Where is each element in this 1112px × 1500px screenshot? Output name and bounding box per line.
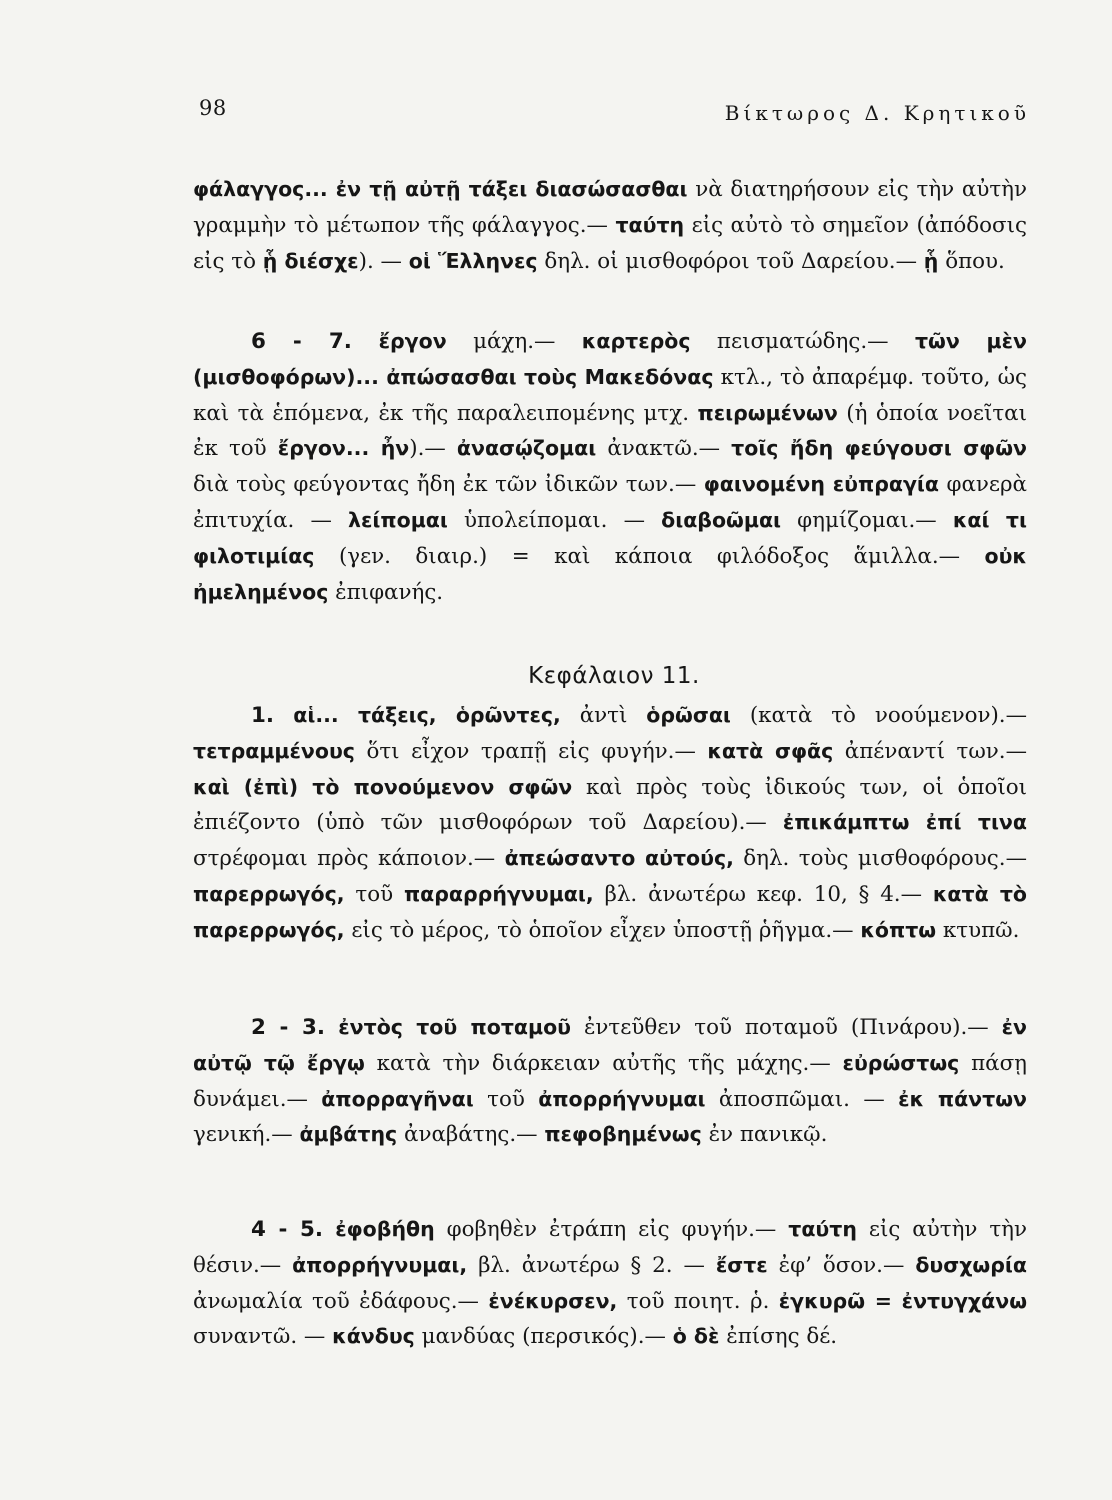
bold-lemma: αἱ... τάξεις, ὁρῶντες, xyxy=(274,703,561,727)
gloss-text: (γεν. διαιρ.) = καὶ κάποια φιλόδοξος ἅμιλλα.— xyxy=(314,543,985,569)
bold-lemma: κατὰ τὸ παρερρωγός, xyxy=(193,881,1028,942)
bold-lemma: ἐφοβήθη xyxy=(322,1217,435,1241)
gloss-text: ). — xyxy=(358,248,409,274)
bold-lemma: εὐρώστως xyxy=(842,1050,960,1075)
gloss-text: γενική.— xyxy=(193,1122,300,1148)
gloss-text: πεισματώδης.— xyxy=(690,329,915,354)
bold-lemma: ἐγκυρῶ = ἐντυγχάνω xyxy=(778,1288,1028,1313)
bold-lemma: ἀνασῴζομαι xyxy=(456,436,597,461)
gloss-text: ἐπίσης δέ. xyxy=(719,1324,838,1350)
bold-lemma: ἔστε xyxy=(715,1252,768,1277)
bold-lemma: ἐνέκυρσεν, xyxy=(488,1288,618,1313)
gloss-text: ἐντεῦθεν τοῦ ποταμοῦ (Πινάρου).— xyxy=(571,1015,1002,1040)
bold-lemma: καὶ (ἐπὶ) τὸ πονούμενον σφῶν xyxy=(193,774,573,799)
gloss-text: μάχη.— xyxy=(446,329,582,354)
bold-lemma: τετραμμένους xyxy=(193,738,355,763)
bold-lemma: διαβοῶμαι xyxy=(661,507,782,532)
bold-lemma: κάνδυς xyxy=(332,1324,415,1349)
gloss-text: ἐφ’ ὅσον.— xyxy=(767,1252,916,1278)
gloss-text: βλ. ἀνωτέρω κεφ. 10, § 4.— xyxy=(593,881,933,907)
bold-lemma: οἱ Ἕλληνες xyxy=(408,248,538,273)
gloss-text: εἰς αὐτὸ τὸ σημεῖον (ἀπόδοσις εἰς τὸ xyxy=(193,212,1027,274)
bold-lemma: ταύτη xyxy=(615,212,685,237)
paragraph-section-1 xyxy=(193,698,1027,949)
bold-lemma: ἀπορρήγνυμαι xyxy=(538,1086,706,1111)
bold-lemma: κόπτω xyxy=(860,917,937,942)
paragraph-sections-6-7 xyxy=(193,324,1027,610)
bold-lemma: καρτερὸς xyxy=(581,329,691,353)
bold-lemma: ἀπορρήγνυμαι, xyxy=(292,1252,468,1277)
bold-lemma: ἀπεώσαντο αὐτούς, xyxy=(504,846,734,871)
gloss-text: βλ. ἀνωτέρω § 2. — xyxy=(467,1252,716,1278)
section-number: 6 - 7. xyxy=(251,329,352,354)
gloss-text: ).— xyxy=(409,436,457,462)
gloss-text: φοβηθὲν ἐτράπη εἰς φυγήν.— xyxy=(434,1217,789,1242)
page-number: 98 xyxy=(199,96,227,120)
gloss-text: νὰ διατηρήσουν εἰς τὴν αὐτὴν γραμμὴν τὸ μέτωπον τῆς φάλαγγος.— xyxy=(193,177,1027,238)
gloss-text: εἰς τὸ μέρος, τὸ ὁποῖον εἶχεν ὑποστῇ ῥῆγμα.— xyxy=(344,917,861,943)
bold-lemma: ἐντὸς τοῦ ποταμοῦ xyxy=(324,1015,571,1039)
gloss-text: κτυπῶ. xyxy=(936,917,1020,943)
gloss-text: εἰς αὐτὴν τὴν θέσιν.— xyxy=(193,1217,1027,1278)
bold-lemma: ἀμβάτης xyxy=(299,1122,398,1147)
bold-lemma: ἔργον xyxy=(351,329,447,353)
gloss-text: τοῦ ποιητ. ῥ. xyxy=(617,1288,779,1314)
gloss-text: τοῦ xyxy=(473,1086,539,1112)
gloss-text: φημίζομαι.— xyxy=(781,507,953,533)
gloss-text: κτλ., τὸ ἀπαρέμφ. τοῦτο, ὡς καὶ τὰ ἑπόμενα, ἐκ τῆς παραλειπομένης μτχ. xyxy=(193,364,1027,426)
gloss-text: πάσῃ δυνάμει.— xyxy=(193,1050,1027,1112)
gloss-text: μανδύας (περσικός).— xyxy=(414,1324,673,1350)
bold-lemma: ἐν αὐτῷ τῷ ἔργῳ xyxy=(193,1015,1028,1075)
bold-lemma: παρερρωγός, xyxy=(193,881,345,906)
gloss-text: ἀποσπῶμαι. — xyxy=(705,1086,899,1112)
gloss-text: δηλ. τοὺς μισθοφόρους.— xyxy=(733,846,1027,872)
bold-lemma: ταύτη xyxy=(788,1217,857,1241)
bold-lemma: ὁρῶσαι xyxy=(646,703,731,727)
bold-lemma: λείπομαι xyxy=(348,507,448,532)
bold-lemma: ἀπορραγῆναι xyxy=(321,1086,474,1111)
gloss-text: καὶ πρὸς τοὺς ἰδικούς των, οἱ ὁποῖοι ἐπιέζοντο (ὑπὸ τῶν μισθοφόρων τοῦ Δαρείου).— xyxy=(193,774,1027,836)
gloss-text: κατὰ τὴν διάρκειαν αὐτῆς τῆς μάχης.— xyxy=(364,1050,843,1076)
bold-lemma: ᾗ διέσχε xyxy=(262,248,359,273)
bold-lemma: ὁ δὲ xyxy=(672,1324,720,1349)
gloss-text: ἐν πανικῷ. xyxy=(701,1122,828,1148)
section-number: 4 - 5. xyxy=(251,1217,323,1242)
bold-lemma: ἐπικάμπτω ἐπί τινα xyxy=(782,810,1027,835)
gloss-text: ἀναβάτης.— xyxy=(397,1122,545,1148)
bold-lemma: πεφοβημένως xyxy=(544,1122,702,1147)
bold-lemma: παραρρήγνυμαι, xyxy=(403,881,594,906)
bold-lemma: φαινομένη εὐπραγία xyxy=(703,472,939,497)
bold-lemma: φάλαγγος... ἐν τῇ αὐτῇ τάξει διασώσασθαι xyxy=(193,177,688,201)
bold-lemma: πειρωμένων xyxy=(697,400,838,425)
gloss-text: διὰ τοὺς φεύγοντας ἤδη ἐκ τῶν ἰδικῶν των.— xyxy=(193,472,704,498)
bold-lemma: ἐκ πάντων xyxy=(898,1086,1027,1111)
bold-lemma: ἔργον... ἦν xyxy=(277,436,410,461)
paragraph-continuation xyxy=(193,172,1027,279)
gloss-text: ἀντὶ xyxy=(560,703,647,728)
gloss-text: (ἡ ὁποία νοεῖται ἐκ τοῦ xyxy=(193,400,1027,462)
bold-lemma: τῶν μὲν (μισθοφόρων)... ἀπώσασθαι τοὺς Μακεδόνας xyxy=(193,329,1027,389)
gloss-text: ἀπέναντί των.— xyxy=(833,738,1027,764)
gloss-text: ὅπου. xyxy=(938,248,1005,274)
gloss-text: ἀνακτῶ.— xyxy=(596,436,732,462)
bold-lemma: κατὰ σφᾶς xyxy=(707,738,834,763)
chapter-heading: Κεφάλαιον 11. xyxy=(528,663,700,689)
gloss-text: στρέφομαι πρὸς κάποιον.— xyxy=(193,846,505,872)
section-number: 2 - 3. xyxy=(251,1015,325,1040)
gloss-text: (κατὰ τὸ νοούμενον).— xyxy=(730,703,1027,728)
gloss-text: ὅτι εἶχον τραπῇ εἰς φυγήν.— xyxy=(354,738,708,764)
bold-lemma: δυσχωρία xyxy=(915,1252,1027,1277)
gloss-text: δηλ. οἱ μισθοφόροι τοῦ Δαρείου.— xyxy=(537,248,924,274)
running-header-author: Βίκτωρος Δ. Κρητικοῦ xyxy=(724,101,1030,125)
bold-lemma: οὐκ ἠμελημένος xyxy=(193,543,1027,604)
gloss-text: ἀνωμαλία τοῦ ἐδάφους.— xyxy=(193,1288,489,1314)
gloss-text: ἐπιφανής. xyxy=(328,579,444,605)
gloss-text: τοῦ xyxy=(344,881,404,907)
section-number: 1. xyxy=(251,703,275,728)
bold-lemma: ᾗ xyxy=(923,248,939,273)
gloss-text: συναντῶ. — xyxy=(193,1324,333,1350)
paragraph-sections-4-5 xyxy=(193,1212,1027,1355)
paragraph-sections-2-3 xyxy=(193,1010,1027,1153)
gloss-text: ὑπολείπομαι. — xyxy=(447,507,662,533)
gloss-text: φανερὰ ἐπιτυχία. — xyxy=(193,472,1027,533)
bold-lemma: τοῖς ἤδη φεύγουσι σφῶν xyxy=(731,436,1027,461)
bold-lemma: καί τι φιλοτιμίας xyxy=(193,507,1028,568)
